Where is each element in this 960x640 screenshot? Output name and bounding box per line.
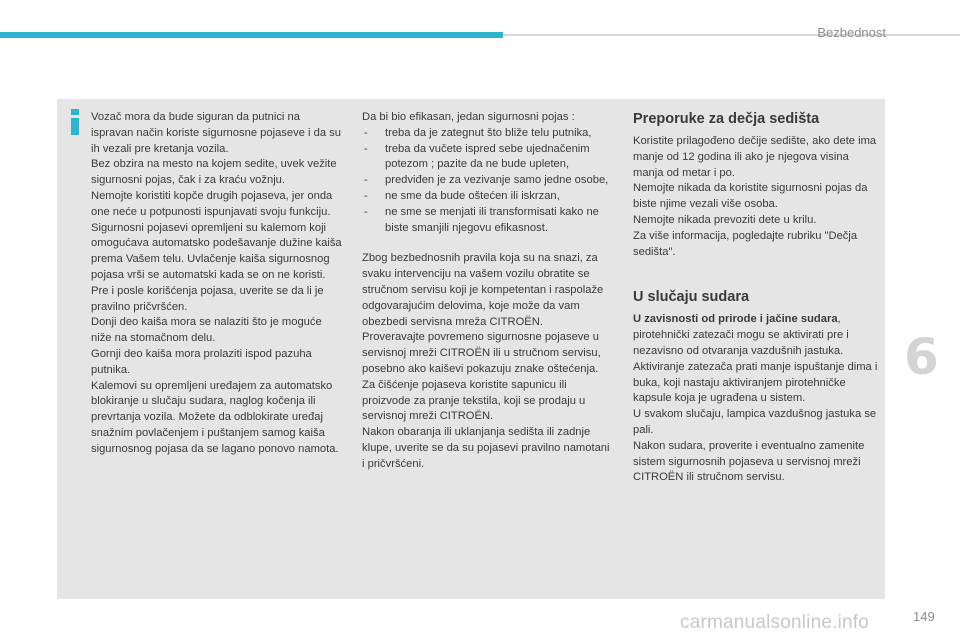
paragraph: Nemojte koristiti kopče drugih pojaseva, jer onda one neće u potpunosti ispunjavati svoju funkciju. xyxy=(91,189,333,218)
heading-in-case-of-crash: U slučaju sudara xyxy=(633,289,750,306)
column-seatbelt-efficiency xyxy=(362,110,610,473)
paragraph: Aktiviranje zatezača prati manje ispuštanje dima i buka, koji nastaju aktiviranjem pirotehničke kapsule koja je ugrađena u sistem. xyxy=(633,360,878,405)
paragraph: Vozač mora da bude siguran da putnici na ispravan način koriste sigurnosne pojaseve i da su ih vezali pre kretanja vozila. xyxy=(91,111,341,155)
header-divider xyxy=(503,34,960,36)
paragraph: Gornji deo kaiša mora prolaziti ispod pazuha putnika. xyxy=(91,347,312,376)
requirements-list xyxy=(362,126,610,237)
list-item: - treba da je zategnut što bliže telu putnika, xyxy=(364,126,592,139)
watermark: carmanualsonline.info xyxy=(680,612,870,633)
bold-lead: U zavisnosti od prirode i jačine sudara xyxy=(633,313,838,326)
chapter-number: 6 xyxy=(904,328,939,386)
paragraph: Nakon sudara, proverite i eventualno zamenite sistem sigurnosnih pojaseva u servisnoj mreži CITROËN ili stručnom servisu. xyxy=(633,439,865,484)
paragraph: Sigurnosni pojasevi opremljeni su kalemom koji omogućava automatsko podešavanje dužine kaiša prema Vašem telu. Uvlačenje kaiša sigurnosnog pojasa vrši se automatski kada se on ne koristi. xyxy=(91,221,342,281)
paragraph: Nakon obaranja ili uklanjanja sedišta ili zadnje klupe, uverite se da su pojasevi pravilno namotani i pričvršćeni. xyxy=(362,426,610,470)
list-item: - treba da vučete ispred sebe ujednačenim potezom ; pazite da ne bude upleten, xyxy=(364,142,590,171)
paragraph: Nemojte nikada da koristite sigurnosni pojas da biste njime vezali više osoba. xyxy=(633,182,868,211)
paragraph: Pre i posle korišćenja pojasa, uverite se da li je pravilno pričvršćen. xyxy=(91,284,324,313)
paragraph: Bez obzira na mesto na kojem sedite, uvek vežite sigurnosni pojas, čak i za kraću vožnju. xyxy=(91,158,337,187)
paragraph: Proveravajte povremeno sigurnosne pojaseve u servisnoj mreži CITROËN ili u stručnom servisu, posebno ako kaiševi pokazuju znake oštećenja. xyxy=(362,331,601,375)
paragraph: Nemojte nikada prevoziti dete u krilu. xyxy=(633,213,817,226)
header-accent-bar xyxy=(0,32,503,38)
paragraph: U zavisnosti od prirode i jačine sudara, pirotehnički zatezači mogu se aktivirati pre i nezavisno od otvaranja vazdušnih jastuka. xyxy=(633,313,849,357)
paragraph: U svakom slučaju, lampica vazdušnog jastuka se pali. xyxy=(633,408,877,436)
column-seatbelt-usage xyxy=(91,110,343,458)
list-item: - predviđen je za vezivanje samo jedne osobe, xyxy=(364,174,609,187)
column-child-seats-and-crash xyxy=(633,110,881,486)
paragraph: Za čišćenje pojaseva koristite sapunicu ili proizvode za pranje tekstila, koji se prodaju u servisnoj mreži CITROËN. xyxy=(362,378,586,423)
list-item: - ne sme se menjati ili transformisati kako ne biste smanjili njegovu efikasnost. xyxy=(364,205,599,234)
list-intro: Da bi bio efikasan, jedan sigurnosni pojas : xyxy=(362,111,575,123)
page-number: 149 xyxy=(913,609,935,624)
info-icon xyxy=(69,109,82,135)
heading-child-seats: Preporuke za dečja sedišta xyxy=(633,111,820,127)
section-title: Bezbednost xyxy=(817,25,886,40)
paragraph: Donji deo kaiša mora se nalaziti što je moguće niže na stomačnom delu. xyxy=(91,316,322,345)
paragraph: Za više informacija, pogledajte rubriku "Dečja sedišta". xyxy=(633,229,858,258)
paragraph: Zbog bezbednosnih pravila koja su na snazi, za svaku intervenciju na vašem vozilu obratite se stručnom servisu koji je kompetentan i raspolaže odgovarajućim delovima, koje može da vam obezbedi servisna mreža CITROËN. xyxy=(362,252,604,328)
list-item: - ne sme da bude oštećen ili iskrzan, xyxy=(364,189,560,202)
paragraph: Koristite prilagođeno dečije sedište, ako dete ima manje od 12 godina ili ako je njegova visina manja od metar i po. xyxy=(633,135,877,179)
paragraph: Kalemovi su opremljeni uređajem za automatsko blokiranje u slučaju sudara, naglog kočenja ili prevrtanja vozila. Možete da odblokirate uređaj snažnim povlačenjem i puštanjem samog kaiša sigurnosnog pojasa da se lagano ponovo namota. xyxy=(91,379,339,455)
